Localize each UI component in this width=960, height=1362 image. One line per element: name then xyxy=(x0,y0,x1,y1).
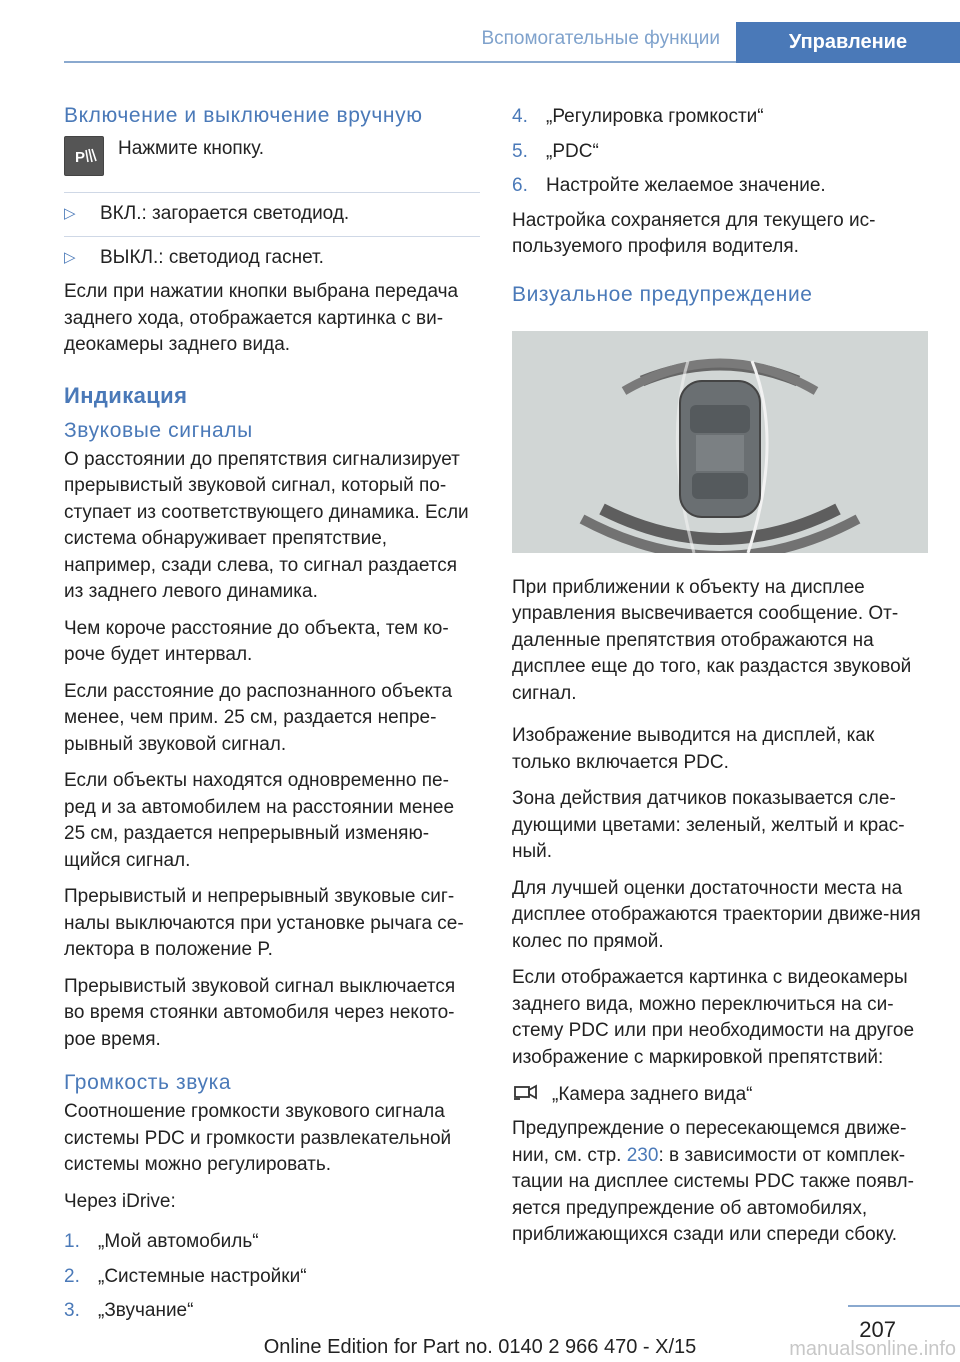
pdc-display-illustration xyxy=(512,331,928,553)
paragraph: Если объекты находятся одновременно пе-ред и за автомобилем на расстоянии менее 25 см, раздается непрерывный изменяю-щийся сигнал. xyxy=(64,770,455,871)
step-number: 4. xyxy=(512,106,528,127)
footer-rule xyxy=(848,1305,960,1307)
press-button-row xyxy=(64,136,480,176)
footer-edition: Online Edition for Part no. 0140 2 966 470 - X/15 xyxy=(263,1336,697,1358)
paragraph: Если расстояние до распознанного объекта менее, чем прим. 25 см, раздается непре-рывный звуковой сигнал. xyxy=(64,680,453,755)
list-item xyxy=(64,1264,480,1291)
paragraph: Чем короче расстояние до объекта, тем ко-роче будет интервал. xyxy=(64,617,449,665)
step-number: 2. xyxy=(64,1265,80,1287)
list-item xyxy=(64,1298,480,1325)
paragraph: Соотношение громкости звукового сигнала системы PDC и громкости развлекательной системы можно регулировать. xyxy=(64,1101,452,1175)
heading-acoustic: Звуковые сигналы xyxy=(64,418,253,442)
triangle-bullet-icon: ▷ xyxy=(64,205,76,222)
paragraph: Если отображается картинка с видеокамеры заднего вида, можно переключиться на си-стему PDC или при необходимости на другое изображение с маркировкой препятствий: xyxy=(512,967,915,1068)
pdc-button-icon xyxy=(64,136,104,176)
heading-manual: Включение и выключение вручную xyxy=(64,104,423,127)
camera-icon xyxy=(512,1081,540,1108)
cross-traffic-text-a: Предупреждение о пересекающемся движе-нии, см. стр. xyxy=(512,1118,907,1166)
header-section: Вспомогательные функции xyxy=(481,28,720,49)
list-item xyxy=(64,245,480,272)
paragraph: Настройка сохраняется для текущего ис-пользуемого профиля водителя. xyxy=(512,209,876,257)
paragraph: Прерывистый и непрерывный звуковые сиг-налы выключаются при установке рычага се-лектора в положение P. xyxy=(64,886,464,960)
step-text: Настройте желаемое значение. xyxy=(546,175,826,196)
step-text: „Звучание“ xyxy=(98,1300,194,1321)
press-button-text: Нажмите кнопку. xyxy=(118,138,265,159)
step-number: 5. xyxy=(512,140,528,162)
cross-traffic-text-b: : в зависимости от комплек-тации на дисплее системы PDC также появл-яется предупреждение об автомобилях, приближающихся сзади или спереди сбоку. xyxy=(512,1144,914,1245)
paragraph-reverse: Если при нажатии кнопки выбрана передача заднего хода, отображается картинка с ви-деокамеры заднего вида. xyxy=(64,281,459,355)
heading-indication: Индикация xyxy=(64,382,188,408)
triangle-bullet-icon: ▷ xyxy=(64,248,76,266)
paragraph: Для лучшей оценки достаточности места на дисплее отображаются траектории движе-ния колес по прямой. xyxy=(512,877,921,952)
paragraph: При приближении к объекту на дисплее управления высвечивается сообщение. От-даленные препятствия отображаются на дисплее еще до того, как раздастся звуковой сигнал. xyxy=(512,576,912,704)
list-item xyxy=(64,201,480,228)
paragraph: Через iDrive: xyxy=(64,1190,176,1212)
page-number: 207 xyxy=(859,1317,896,1342)
list-item xyxy=(512,104,932,131)
bullet-off: ВЫКЛ.: светодиод гаснет. xyxy=(100,246,324,268)
step-text: „Мой автомобиль“ xyxy=(98,1231,259,1252)
camera-item-label: „Камера заднего вида“ xyxy=(552,1083,753,1105)
page-link[interactable]: 230 xyxy=(626,1144,659,1166)
heading-volume: Громкость звука xyxy=(64,1071,232,1094)
step-text: „Регулировка громкости“ xyxy=(546,106,764,127)
svg-text:P: P xyxy=(75,149,86,166)
step-number: 3. xyxy=(64,1300,80,1321)
paragraph: Прерывистый звуковой сигнал выключается во время стоянки автомобиля через некото-рое время. xyxy=(64,975,456,1050)
list-item xyxy=(512,139,932,166)
step-number: 6. xyxy=(512,175,528,196)
heading-visual: Визуальное предупреждение xyxy=(512,282,813,306)
right-column xyxy=(512,104,932,1259)
camera-item xyxy=(512,1081,932,1108)
paragraph: Изображение выводится на дисплей, как только включается PDC. xyxy=(512,725,875,773)
paragraph: О расстоянии до препятствия сигнализирует прерывистый звуковой сигнал, который по-ступает из соответствующего динамика. Если система обнаруживает препятствие, например, сзади слева, то сигнал раздается из заднего левого динамика. xyxy=(64,448,469,602)
divider xyxy=(64,236,480,237)
left-column xyxy=(64,104,480,1333)
divider xyxy=(64,192,480,193)
bullet-on: ВКЛ.: загорается светодиод. xyxy=(100,203,350,224)
list-item xyxy=(64,1229,480,1256)
step-text: „PDC“ xyxy=(546,140,599,162)
paragraph-cross-traffic xyxy=(512,1116,932,1249)
step-number: 1. xyxy=(64,1231,80,1252)
list-item xyxy=(512,173,932,200)
watermark: manualsonline.info xyxy=(789,1338,956,1360)
paragraph: Зона действия датчиков показывается сле-дующими цветами: зеленый, желтый и крас-ный. xyxy=(512,788,905,862)
header-chapter-tab: Управление xyxy=(736,22,960,63)
step-text: „Системные настройки“ xyxy=(98,1265,307,1287)
